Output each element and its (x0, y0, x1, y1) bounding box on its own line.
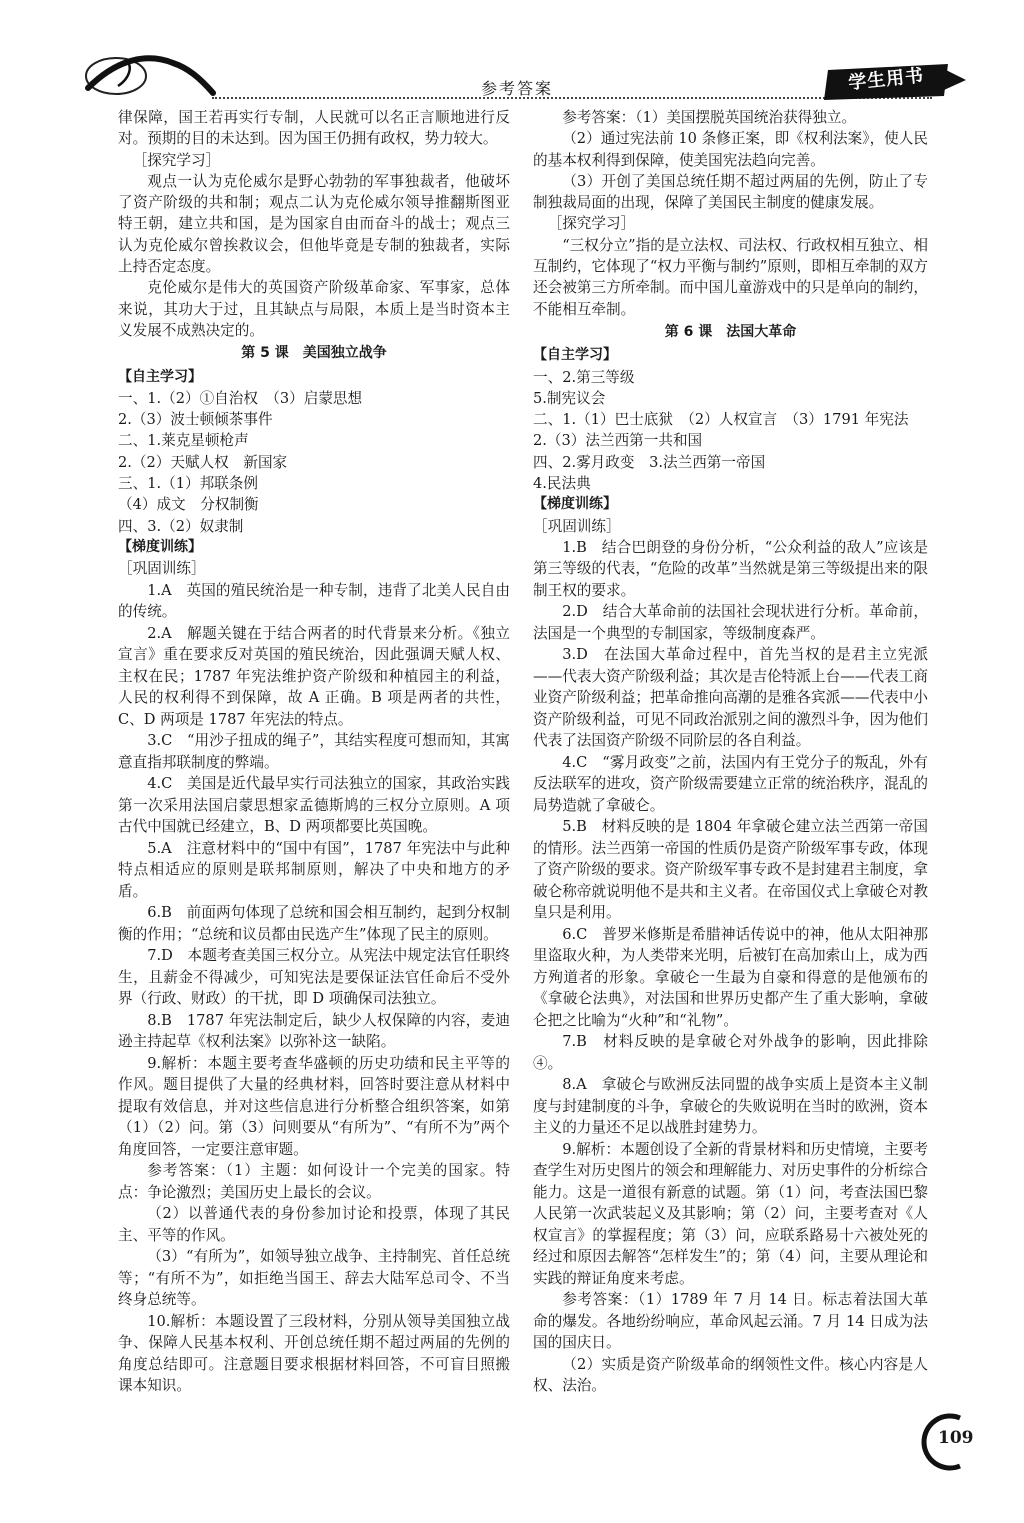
answer-item: 8.A 拿破仑与欧洲反法同盟的战争实质上是资本主义制度与封建制度的斗争，拿破仑的失败说明在当时的欧洲，资本主义的力量还不足以战胜封建势力。 (533, 1076, 928, 1137)
answer-item: （2）实质是资产阶级革命的纲领性文件。核心内容是人权、法治。 (533, 1355, 928, 1395)
self-study-item: 2.（3）法兰西第一共和国 (533, 432, 703, 450)
header-title: 参考答案 (481, 79, 554, 98)
answer-item: 参考答案：（1）主题：如何设计一个完美的国家。特点：争论激烈；美国历史上最长的会议。 (118, 1162, 510, 1201)
answer-item: （3）“有所为”，如领导独立战争、主持制宪、首任总统等；“有所不为”，如拒绝当国王、辞去大陆军总司令、不当终身总统等。 (118, 1248, 510, 1309)
answer-item: 5.A 注意材料中的“国中有国”，1787 年宪法中与此种特点相适应的原则是联邦制原则，解决了中央和地方的矛盾。 (118, 839, 510, 900)
consolidate-label: ［巩固训练］ (118, 560, 206, 578)
self-study-item: 四、2.雾月政变 3.法兰西第一帝国 (533, 453, 766, 471)
badge-text: 学生用书 (847, 65, 926, 94)
answer-item: 4.C “雾月政变”之前，法国内有王党分子的叛乱，外有反法联军的进攻，资产阶级需要建立正常的统治秩序，混乱的局势造就了拿破仑。 (533, 753, 928, 814)
answer-item: （2）以普通代表的身份参加讨论和投票，体现了其民主、平等的作风。 (118, 1205, 510, 1244)
answer-item: 6.B 前面两句体现了总统和国会相互制约，起到分权制衡的作用；“总统和议员都由民选产生”体现了民主的原则。 (118, 904, 510, 943)
explore-label: ［探究学习］ (132, 151, 221, 169)
ladder-label: 【梯度训练】 (118, 538, 202, 555)
reference-answer: 参考答案：（1）美国摆脱英国统治获得独立。 (562, 109, 857, 126)
lesson-5-title: 第 5 课 美国独立战争 (241, 345, 387, 362)
page-header (0, 0, 1024, 110)
answer-item: 3.D 在法国大革命过程中，首先当权的是君主立宪派——代表大资产阶级利益；其次是吉伦特派上台——代表工商业资产阶级利益；把革命推向高潮的是雅各宾派——代表中小资产阶级利益，可见不同政治派别之间的激烈斗争，因为他们代表了法国资产阶级不同阶层的各自利益。 (533, 646, 928, 750)
page-number: 109 (938, 1428, 974, 1448)
answer-item: 5.B 材料反映的是 1804 年拿破仑建立法兰西第一帝国的情形。法兰西第一帝国的性质仍是资产阶级军事专政，体现了资产阶级的要求。资产阶级军事专政不是封建君主制度，拿破仑称帝就说明他不是共和主义者。在帝国仪式上拿破仑对教皇只是利用。 (533, 818, 928, 922)
left-column (118, 107, 510, 1397)
answer-item: 7.B 材料反映的是拿破仑对外战争的影响，因此排除④。 (533, 1033, 928, 1072)
explore-label: ［探究学习］ (547, 215, 636, 233)
answer-item: 2.D 结合大革命前的法国社会现状进行分析。革命前，法国是一个典型的专制国家，等级制度森严。 (533, 603, 928, 642)
lesson-6-title: 第 6 课 法国大革命 (664, 323, 797, 340)
self-study-item: 2.（2）天赋人权 新国家 (118, 453, 288, 471)
answer-item: 6.C 普罗米修斯是希腊神话传说中的神，他从太阳神那里盗取火种，为人类带来光明，后被钉在高加索山上，成为西方殉道者的形象。拿破仑一生最为自豪和得意的是他颁布的《拿破仑法典》，对法国和世界历史都产生了重大影响，拿破仑把之比喻为“火种”和“礼物”。 (533, 925, 928, 1029)
right-column (533, 107, 928, 1397)
self-study-item: 四、3.（2）奴隶制 (118, 517, 244, 535)
self-study-item: 2.（3）波士顿倾茶事件 (118, 411, 273, 429)
swoosh-logo-icon (78, 48, 218, 103)
self-study-item: 一、1.（2）①自治权 （3）启蒙思想 (118, 389, 363, 407)
self-study-item: （4）成文 分权制衡 (118, 496, 259, 514)
answer-item: 1.B 结合巴朗登的身份分析，“公众利益的敌人”应该是第三等级的代表，“危险的改革”当然就是第三等级提出来的限制王权的要求。 (533, 538, 928, 599)
answer-item: 1.A 英国的殖民统治是一种专制，违背了北美人民自由的传统。 (118, 581, 510, 621)
self-study-label: 【自主学习】 (118, 368, 202, 385)
ladder-label: 【梯度训练】 (533, 496, 617, 513)
intro-text: 律保障，国王若再实行专制，人民就可以名正言顺地进行反对。预期的目的未达到。因为国王仍拥有政权，势力较大。 (118, 109, 510, 148)
self-study-item: 一、2.第三等级 (533, 368, 635, 386)
answer-item: 2.A 解题关键在于结合两者的时代背景来分析。《独立宣言》重在要求反对英国的殖民统治，因此强调天赋人权、主权在民；1787 年宪法维护资产阶级和种植园主的利益，人民的权利得不到保障，故 A 正确。B 项是两者的共性，C、D 两项是 1787 年宪法的特点。 (118, 624, 510, 728)
answer-item: 4.C 美国是近代最早实行司法独立的国家，其政治实践第一次采用法国启蒙思想家孟德斯鸠的三权分立原则。A 项古代中国就已经建立，B、D 两项都要比英国晚。 (118, 775, 510, 836)
answer-item: 9.解析：本题创设了全新的背景材料和历史情境，主要考查学生对历史图片的领会和理解能力、对历史事件的分析综合能力。这是一道很有新意的试题。第（1）问，考查法国巴黎人民第一次武装起义及其影响；第（2）问，主要考查对《人权宣言》的掌握程度；第（3）问，应联系路易十六被处死的经过和原因去解答“怎样发生”的；第（4）问，主要从理论和实践的辩证角度来考虑。 (533, 1140, 928, 1287)
conclusion-text: 克伦威尔是伟大的英国资产阶级革命家、军事家，总体来说，其功大于过，且其缺点与局限，本质上是当时资本主义发展不成熟决定的。 (118, 279, 510, 339)
answer-item: 参考答案：（1）1789 年 7 月 14 日。标志着法国大革命的爆发。各地纷纷响应，革命风起云涌。7 月 14 日成为法国的国庆日。 (533, 1291, 928, 1352)
answer-item: 3.C “用沙子扭成的绳子”，其结实程度可想而知，其寓意直指邦联制度的弊端。 (118, 732, 510, 771)
self-study-item: 二、1.莱克星顿枪声 (118, 432, 249, 450)
reference-answer: （2）通过宪法前 10 条修正案，即《权利法案》，使人民的基本权利得到保障，使美国宪法趋向完善。 (533, 130, 928, 169)
self-study-item: 二、1.（1）巴士底狱 （2）人权宣言 （3）1791 年宪法 (533, 411, 909, 429)
explore-text: “三权分立”指的是立法权、司法权、行政权相互独立、相互制约，它体现了“权力平衡与制约”原则，即相互牵制的双方还会被第三方所牵制。而中国儿童游戏中的只是单向的制约，不能相互牵制。 (533, 236, 928, 318)
reference-answer: （3）开创了美国总统任期不超过两届的先例，防止了专制独裁局面的出现，保障了美国民主制度的健康发展。 (533, 172, 928, 212)
self-study-item: 4.民法典 (533, 475, 591, 493)
self-study-label: 【自主学习】 (533, 347, 617, 364)
self-study-item: 5.制宪议会 (533, 389, 606, 407)
answer-item: 10.解析：本题设置了三段材料，分别从领导美国独立战争、保障人民基本权利、开创总统任期不超过两届的先例的角度总结即可。注意题目要求根据材料回答，不可盲目照搬课本知识。 (118, 1312, 510, 1395)
answer-item: 7.D 本题考查美国三权分立。从宪法中规定法官任职终生，且薪金不得减少，可知宪法是要保证法官任命后不受外界（行政、财政）的干扰，即 D 项确保司法独立。 (118, 947, 510, 1008)
answer-item: 9.解析：本题主要考查华盛顿的历史功绩和民主平等的作风。题目提供了大量的经典材料，回答时要注意从材料中提取有效信息，并对这些信息进行分析整合组织答案，如第（1）（2）问。第（3）问则要从“有所为”、“有所不为”两个角度回答，一定要注意审题。 (118, 1054, 510, 1158)
answer-item: 8.B 1787 年宪法制定后，缺少人权保障的内容，麦迪逊主持起草《权利法案》以弥补这一缺陷。 (118, 1011, 510, 1051)
explore-text: 观点一认为克伦威尔是野心勃勃的军事独裁者，他破坏了资产阶级的共和制；观点二认为克伦威尔领导推翻斯图亚特王朝，建立共和国，是为国家自由而奋斗的战士；观点三认为克伦威尔曾挨救议会，但他毕竟是专制的独裁者，实际上持否定态度。 (118, 172, 510, 276)
consolidate-label: ［巩固训练］ (533, 517, 621, 535)
self-study-item: 三、1.（1）邦联条例 (118, 475, 258, 493)
